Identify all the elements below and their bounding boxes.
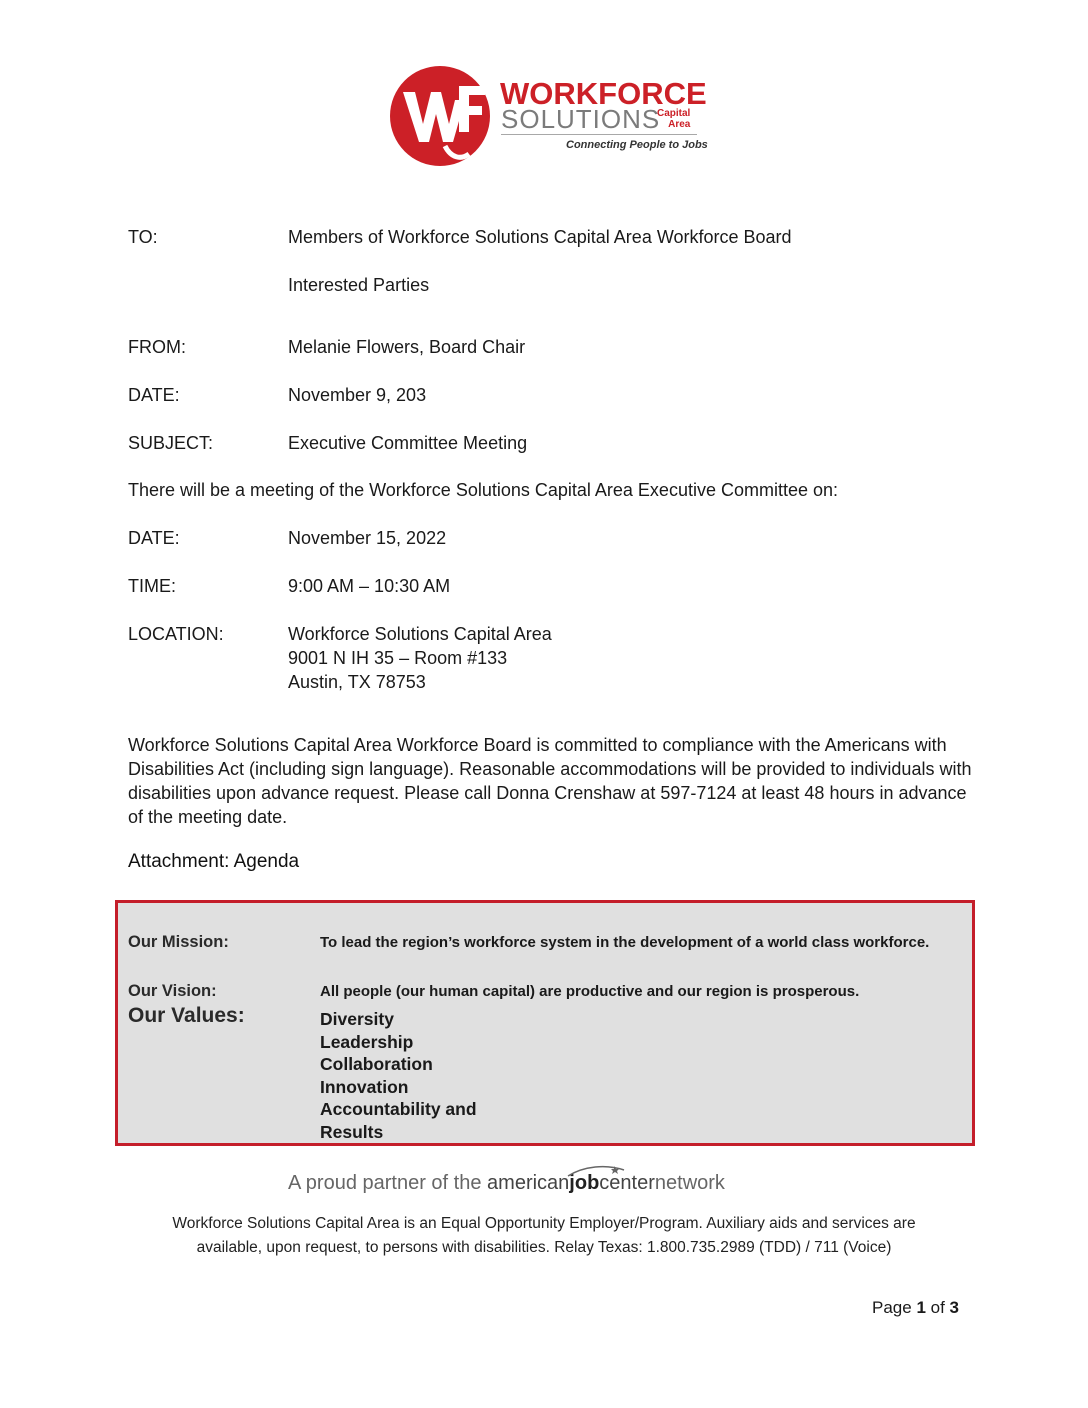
subject-value: Executive Committee Meeting [288, 433, 528, 453]
mission-text: To lead the region’s workforce system in the development of a world class workforce. [320, 934, 930, 951]
to-value: Members of Workforce Solutions Capital Area Workforce Board [288, 227, 792, 247]
logo-region: Capital Area [657, 108, 691, 130]
vision-text: All people (our human capital) are productive and our region is prosperous. [320, 983, 860, 1000]
ada-paragraph-line: Workforce Solutions Capital Area Workforce Board is committed to compliance with the Americans with [128, 735, 947, 755]
values-label: Our Values: [128, 1004, 245, 1027]
mission-label: Our Mission: [128, 933, 229, 951]
from-label: FROM: [128, 337, 186, 357]
ada-paragraph-line: Disabilities Act (including sign language). Reasonable accommodations will be provided to individuals with [128, 759, 972, 779]
ajc-swoosh-icon [566, 1164, 626, 1178]
meeting-time-label: TIME: [128, 576, 176, 596]
from-value: Melanie Flowers, Board Chair [288, 337, 526, 357]
values-list [320, 1008, 477, 1143]
meeting-time-value: 9:00 AM – 10:30 AM [288, 576, 451, 596]
ajc-brand-american: american [487, 1172, 570, 1194]
eeo-statement-line-2: available, upon request, to persons with disabilities. Relay Texas: 1.800.735.2989 (TDD) / 711 (Voice) [196, 1239, 892, 1256]
logo-divider [501, 134, 697, 135]
value-item: Innovation [320, 1076, 409, 1097]
logo-wordmark-solutions: SOLUTIONS [501, 104, 661, 134]
meeting-date-value: November 15, 2022 [288, 528, 447, 548]
memo-date-value: November 9, 203 [288, 385, 427, 405]
memo-date-label: DATE: [128, 385, 180, 405]
location-line-3: Austin, TX 78753 [288, 672, 426, 692]
location-line-2: 9001 N IH 35 – Room #133 [288, 648, 508, 668]
location-label: LOCATION: [128, 624, 224, 644]
to-label: TO: [128, 227, 158, 247]
partner-prefix: A proud partner of the [288, 1172, 488, 1194]
location-line-1: Workforce Solutions Capital Area [288, 624, 552, 644]
value-item: Accountability and [320, 1099, 477, 1119]
ada-paragraph-line: disabilities upon advance request. Please call Donna Crenshaw at 597-7124 at least 48 hours in advance [128, 783, 967, 803]
value-item: Diversity [320, 1009, 394, 1029]
value-item: Collaboration [320, 1054, 433, 1074]
subject-label: SUBJECT: [128, 433, 214, 453]
value-item: Leadership [320, 1031, 414, 1052]
meeting-date-label: DATE: [128, 528, 180, 548]
ajc-brand-job: job [569, 1172, 600, 1194]
to-value-secondary: Interested Parties [288, 275, 430, 295]
page-number: Page 1 of 3 [872, 1298, 959, 1317]
logo-tagline: Connecting People to Jobs [566, 139, 708, 151]
partner-line [288, 1172, 725, 1195]
attachment-note: Attachment: Agenda [128, 851, 300, 872]
value-item: Results [320, 1121, 384, 1142]
ajc-brand-center: center [599, 1172, 655, 1194]
eeo-statement-line-1: Workforce Solutions Capital Area is an Equal Opportunity Employer/Program. Auxiliary aids and services are [172, 1215, 916, 1232]
vision-label: Our Vision: [128, 982, 217, 1000]
intro-sentence: There will be a meeting of the Workforce Solutions Capital Area Executive Committee on: [128, 480, 839, 500]
ada-paragraph-line: of the meeting date. [128, 807, 288, 827]
partner-suffix: network [654, 1172, 725, 1194]
logo-wordmark-workforce: WORKFORCE [500, 76, 707, 111]
